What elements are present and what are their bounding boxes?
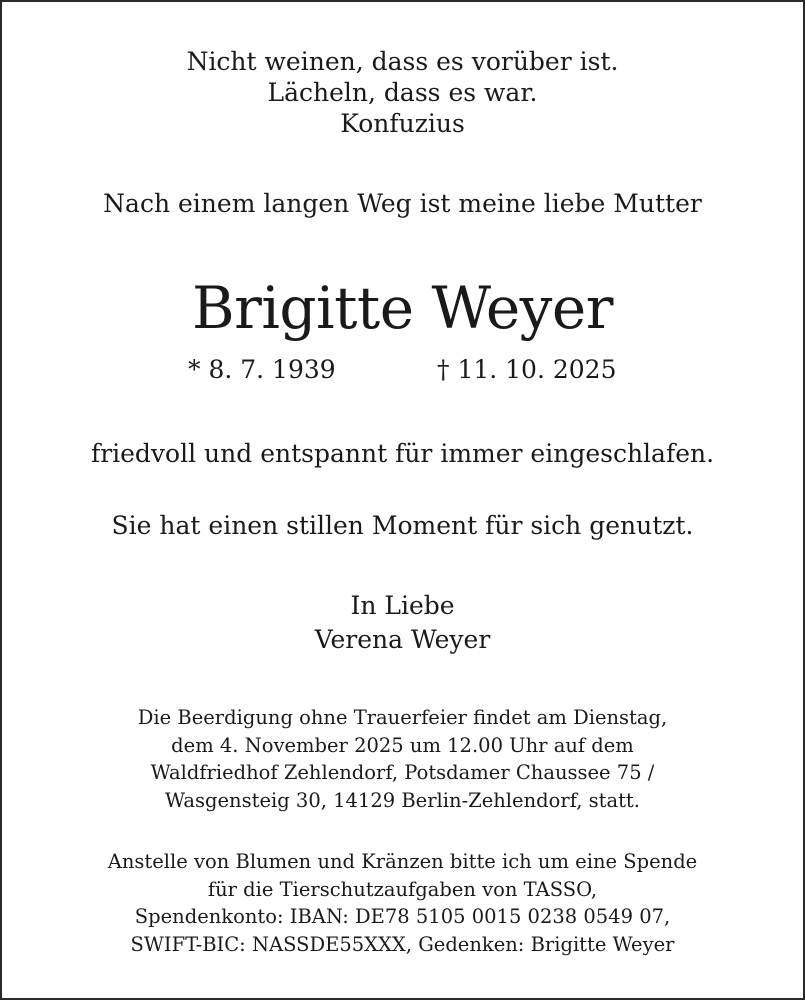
passing-phrase: friedvoll und entspannt für immer eingeschlafen. bbox=[90, 439, 715, 468]
donation-line: Spendenkonto: IBAN: DE78 5105 0015 0238 0549 07, bbox=[134, 905, 671, 928]
closing-block bbox=[0, 589, 805, 657]
closing-salutation: In Liebe bbox=[350, 591, 455, 620]
donation-line: für die Tierschutzaufgaben von TASSO, bbox=[207, 877, 598, 901]
donation-line: Anstelle von Blumen und Kränzen bitte ich um eine Spende bbox=[107, 850, 698, 873]
quote-line: Lächeln, dass es war. bbox=[267, 78, 538, 107]
funeral-line: Waldfriedhof Zehlendorf, Potsdamer Chaussee 75 / bbox=[150, 761, 655, 784]
quote-block bbox=[0, 46, 805, 139]
death-date: † 11. 10. 2025 bbox=[437, 355, 617, 384]
funeral-line: Die Beerdigung ohne Trauerfeier findet am Dienstag, bbox=[137, 706, 668, 729]
quote-line: Nicht weinen, dass es vorüber ist. bbox=[186, 47, 619, 76]
funeral-info bbox=[0, 704, 805, 814]
intro-text: Nach einem langen Weg ist meine liebe Mutter bbox=[103, 189, 702, 218]
donation-info bbox=[0, 848, 805, 958]
mourner-name: Verena Weyer bbox=[314, 625, 491, 654]
moment-phrase: Sie hat einen stillen Moment für sich genutzt. bbox=[111, 511, 694, 540]
funeral-line: dem 4. November 2025 um 12.00 Uhr auf dem bbox=[171, 733, 634, 757]
birth-date: * 8. 7. 1939 bbox=[188, 355, 336, 384]
funeral-line: Wasgensteig 30, 14129 Berlin-Zehlendorf, statt. bbox=[165, 788, 640, 812]
donation-line: SWIFT-BIC: NASSDE55XXX, Gedenken: Brigitte Weyer bbox=[130, 932, 675, 956]
quote-author: Konfuzius bbox=[340, 109, 465, 138]
deceased-name: Brigitte Weyer bbox=[192, 274, 613, 342]
